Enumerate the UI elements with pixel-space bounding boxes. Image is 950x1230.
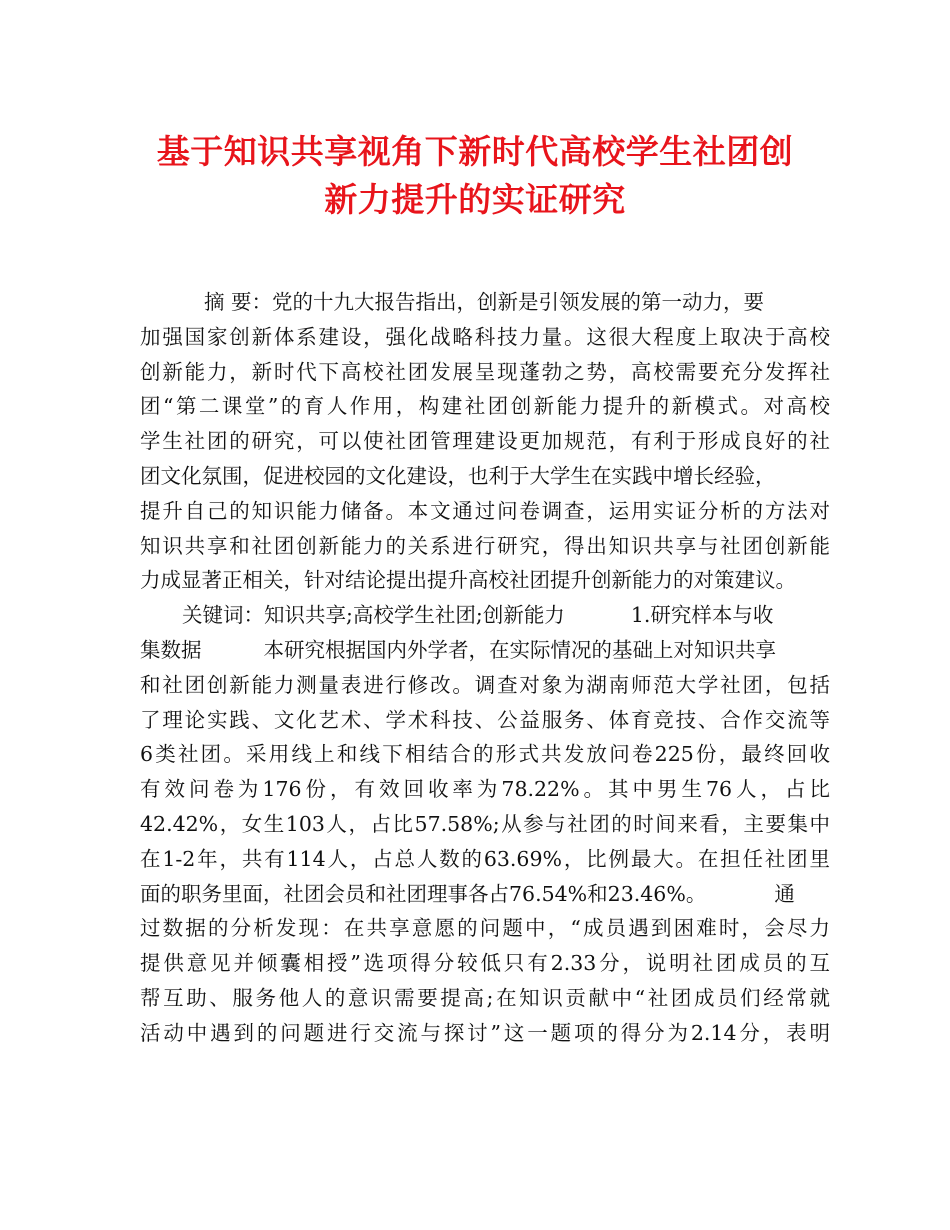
keywords: 关键词：知识共享;高校学生社团;创新能力	[182, 603, 565, 628]
body-line: 创新能力，新时代下高校社团发展呈现蓬勃之势，高校需要充分发挥社	[140, 359, 830, 384]
body-line: 活动中遇到的问题进行交流与探讨”这一题项的得分为2.14分，表明	[140, 1020, 830, 1045]
body-line: 力成显著正相关，针对结论提出提升高校社团提升创新能力的对策建议。	[140, 568, 796, 593]
body-line: 提供意见并倾囊相授”选项得分较低只有2.33分，说明社团成员的互	[140, 951, 830, 976]
body-line: 面的职务里面，社团会员和社团理事各占76.54%和23.46%。	[140, 881, 707, 906]
body-line: 团“第二课堂”的育人作用，构建社团创新能力提升的新模式。对高校	[140, 394, 830, 419]
body-line: 本研究根据国内外学者，在实际情况的基础上对知识共享	[263, 637, 776, 662]
heading-continuation-line	[140, 633, 830, 668]
body-line: 过数据的分析发现：在共享意愿的问题中，“成员遇到困难时，会尽力	[140, 916, 830, 941]
body-line: 42.42%，女生103人，占比57.58%;从参与社团的时间来看，主要集中	[140, 811, 830, 836]
document-title	[100, 128, 850, 224]
body-line: 提升自己的知识能力储备。本文通过问卷调查，运用实证分析的方法对	[140, 498, 830, 523]
document-body	[140, 285, 830, 1051]
body-line: 了理论实践、文化艺术、学术科技、公益服务、体育竞技、合作交流等	[140, 707, 830, 732]
body-line: 摘 要：党的十九大报告指出，创新是引领发展的第一动力，要	[204, 290, 765, 314]
body-line: 加强国家创新体系建设，强化战略科技力量。这很大程度上取决于高校	[140, 324, 830, 349]
body-line: 知识共享和社团创新能力的关系进行研究，得出知识共享与社团创新能	[140, 533, 830, 558]
body-line: 在1-2年，共有114人，占总人数的63.69%，比例最大。在担任社团里	[140, 846, 830, 871]
body-line: 学生社团的研究，可以使社团管理建设更加规范，有利于形成良好的社	[140, 429, 830, 454]
body-line-with-trailing-word	[140, 877, 830, 912]
keywords-line	[140, 598, 830, 633]
body-line: 6类社团。采用线上和线下相结合的形式共发放问卷225份，最终回收	[140, 742, 830, 767]
title-line-1: 基于知识共享视角下新时代高校学生社团创	[156, 132, 794, 171]
body-line: 和社团创新能力测量表进行修改。调查对象为湖南师范大学社团，包括	[140, 672, 830, 697]
body-line: 帮互助、服务他人的意识需要提高;在知识贡献中“社团成员们经常就	[140, 985, 830, 1010]
body-line: 有效问卷为176份，有效回收率为78.22%。其中男生76人，占比	[140, 777, 830, 802]
section-heading-part-1: 1.研究样本与收	[630, 603, 774, 628]
title-line-2: 新力提升的实证研究	[324, 180, 626, 219]
section-heading-part-2: 集数据	[140, 637, 202, 662]
body-line: 团文化氛围，促进校园的文化建设，也利于大学生在实践中增长经验，	[140, 463, 776, 488]
trailing-word: 通	[774, 881, 795, 906]
